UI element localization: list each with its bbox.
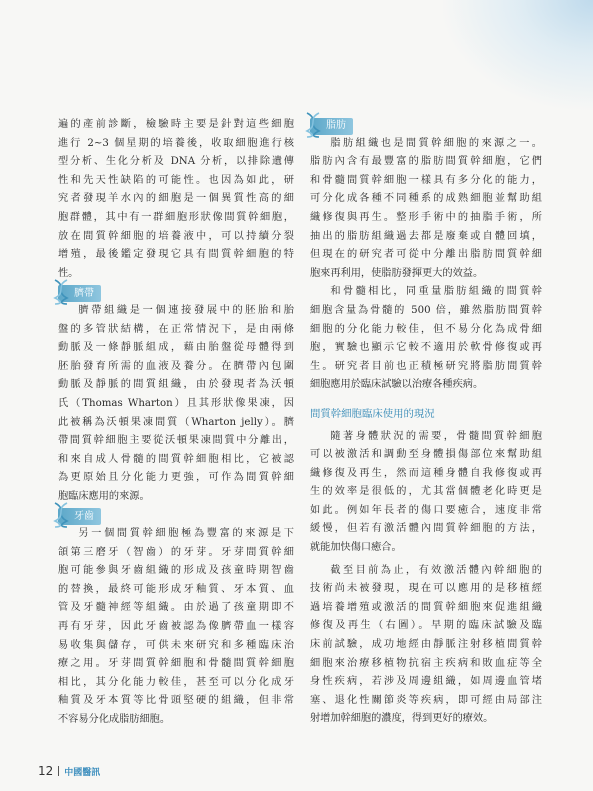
text-line: 和來自成人骨髓的間質幹細胞相比，它被認	[58, 453, 294, 465]
footer-divider	[58, 766, 59, 776]
text-line: 型分析、生化分析及 DNA 分析，以排除遺傳	[58, 156, 294, 168]
text-line: 床前試驗，成功地經由靜脈注射移植間質幹	[310, 639, 542, 651]
text-line: 射增加幹細胞的濃度，得到更好的療效。	[310, 713, 494, 725]
page-footer	[38, 764, 100, 778]
text-line: 修復及再生（右圖）。早期的臨床試驗及臨	[310, 620, 542, 632]
text-line: 臍帶組織是一個連接發展中的胚胎和胎	[78, 304, 294, 316]
intro-paragraph	[58, 116, 294, 283]
text-line: 過培養增殖或激活的間質幹細胞來促進組織	[310, 601, 542, 613]
text-line: 織修復及再生，然而這種身體自我修復或再	[310, 467, 542, 479]
text-line: 隨著身體狀況的需要，骨髓間質幹細胞	[330, 430, 542, 442]
text-line: 抽出的脂肪組織過去都是廢棄或自體回填，	[310, 230, 542, 242]
text-line: 胞，實驗也顯示它較不適用於軟骨修復或再	[310, 342, 542, 354]
text-line: 截至目前為止，有效激活體內幹細胞的	[330, 564, 542, 576]
text-line: 細胞的分化能力較佳，但不易分化為成骨細	[310, 323, 542, 335]
text-line: 胞群體，其中有一群細胞形狀像間質幹細胞，	[58, 211, 294, 223]
text-line: 遍的產前診斷，檢驗時主要是針對這些細胞	[58, 119, 294, 130]
text-line: 細胞含量為骨髓的 500 倍，雖然脂肪間質幹	[310, 304, 542, 316]
text-line: 織修復與再生。整形手術中的抽脂手術，所	[310, 211, 542, 223]
dna-icon	[303, 112, 323, 138]
text-line: 生。研究者目前也正積極研究將脂肪間質幹	[310, 360, 542, 372]
text-line: 盤的多管狀結構，在正常情況下，是由兩條	[58, 323, 294, 335]
text-line: 性。	[58, 267, 79, 279]
text-line: 身性疾病，若涉及周邊組織，如周邊血管堵	[310, 676, 542, 688]
text-line: 細胞來治療移植物抗宿主疾病和敗血症等全	[310, 657, 542, 669]
text-line: 易收集與儲存，可供未來研究和多種臨床治	[58, 639, 294, 651]
text-line: 胞來再利用，使脂肪發揮更大的效益。	[310, 267, 484, 279]
text-line: 脂肪內含有最豐富的脂肪間質幹細胞，它們	[310, 156, 542, 168]
text-line: 就能加快傷口癒合。	[310, 542, 402, 554]
dental-section-heading	[58, 506, 294, 525]
umbilical-tag	[58, 285, 101, 302]
text-line: 細胞應用於臨床試驗以治療各種疾病。	[310, 379, 484, 391]
umbilical-section-heading	[58, 283, 294, 302]
text-line: 究者發現羊水內的細胞是一個異質性高的細	[58, 193, 294, 205]
text-line: 帶間質幹細胞主要從沃頓果凍間質中分離出，	[58, 435, 294, 447]
dental-paragraph	[58, 525, 294, 730]
text-line: 脂肪組織也是間質幹細胞的來源之一。	[330, 137, 542, 149]
clinical-paragraph-1	[310, 428, 542, 558]
clinical-paragraph-2	[310, 562, 542, 729]
dna-icon	[51, 279, 71, 305]
adipose-paragraph	[310, 135, 542, 284]
text-line: 進行 2~3 個星期的培養後，收取細胞進行核	[58, 137, 294, 149]
dental-tag-label: 牙齒	[74, 510, 94, 522]
text-line: 為更原始且分化能力更強，可作為間質幹細	[58, 472, 294, 484]
text-line: 動脈及靜脈的間質組織，由於發現者為沃頓	[58, 379, 294, 391]
text-line: 緩慢，但若有激活體內間質幹細胞的方法，	[310, 523, 542, 535]
text-line: 生的效率是很低的，尤其當個體老化時更是	[310, 486, 542, 498]
text-line: 和骨髓相比，同重量脂肪組織的間質幹	[330, 286, 542, 298]
text-line: 增殖，最後鑑定發現它具有間質幹細胞的特	[58, 249, 294, 261]
text-line: 但現在的研究者可從中分離出脂肪間質幹細	[310, 249, 542, 261]
text-line: 不容易分化成脂肪細胞。	[58, 714, 171, 725]
text-line: 此被稱為沃頓果凍間質（Wharton jelly）。臍	[58, 416, 294, 428]
right-column	[310, 116, 542, 729]
text-line: 可分化成各種不同種系的成熟細胞並幫助組	[310, 193, 542, 205]
text-line: 胚胎發育所需的血液及養分。在臍帶內包圍	[58, 360, 294, 372]
adipose-paragraph-2	[310, 283, 542, 395]
text-line: 釉質及牙本質等比骨頭堅硬的組織，但非常	[58, 695, 294, 707]
adipose-tag	[310, 118, 353, 135]
dna-icon	[51, 502, 71, 528]
text-line: 頜第三磨牙（智齒）的牙芽。牙芽間質幹細	[58, 546, 294, 558]
text-line: 動脈及一條靜脈組成，藉由胎盤從母體得到	[58, 342, 294, 354]
text-line: 氏（Thomas Wharton）且其形狀像果凍，因	[58, 397, 294, 409]
text-line: 相比，其分化能力較佳，甚至可以分化成牙	[58, 676, 294, 688]
text-line: 管及牙髓神經等組織。由於過了孩童期即不	[58, 602, 294, 614]
left-column	[58, 116, 294, 730]
text-line: 技術尚未被發現，現在可以應用的是移植經	[310, 583, 542, 595]
text-line: 可以被激活和調動至身體損傷部位來幫助組	[310, 449, 542, 461]
adipose-section-heading	[310, 116, 542, 135]
text-line: 塞、退化性關節炎等疾病，即可經由局部注	[310, 694, 542, 706]
text-line: 再有牙芽，因此牙齒被認為像臍帶血一樣容	[58, 621, 294, 633]
umbilical-tag-label: 臍帶	[74, 287, 94, 299]
text-line: 另一個間質幹細胞極為豐富的來源是下	[78, 528, 294, 540]
adipose-tag-label: 脂肪	[326, 120, 346, 132]
dental-tag	[58, 508, 101, 525]
text-line: 療之用。牙芽間質幹細胞和骨髓間質幹細胞	[58, 658, 294, 670]
text-line: 如此。例如年長者的傷口要癒合，速度非常	[310, 504, 542, 516]
umbilical-paragraph	[58, 302, 294, 507]
text-line: 胞臨床應用的來源。	[58, 490, 150, 502]
text-line: 胞可能參與牙齒組織的形成及孩童時期智齒	[58, 565, 294, 577]
text-line: 放在間質幹細胞的培養液中，可以持續分裂	[58, 230, 294, 242]
text-line: 和骨髓間質幹細胞一樣具有多分化的能力，	[310, 174, 542, 186]
clinical-section-heading: 間質幹細胞臨床使用的現況	[310, 407, 435, 420]
corner-decoration	[443, 0, 593, 110]
text-line: 性和先天性缺陷的可能性。也因為如此，研	[58, 174, 294, 186]
publication-name: 中國醫訊	[64, 767, 101, 778]
page-number: 12	[38, 764, 54, 778]
text-line: 的替換，最終可能形成牙釉質、牙本質、血	[58, 583, 294, 595]
